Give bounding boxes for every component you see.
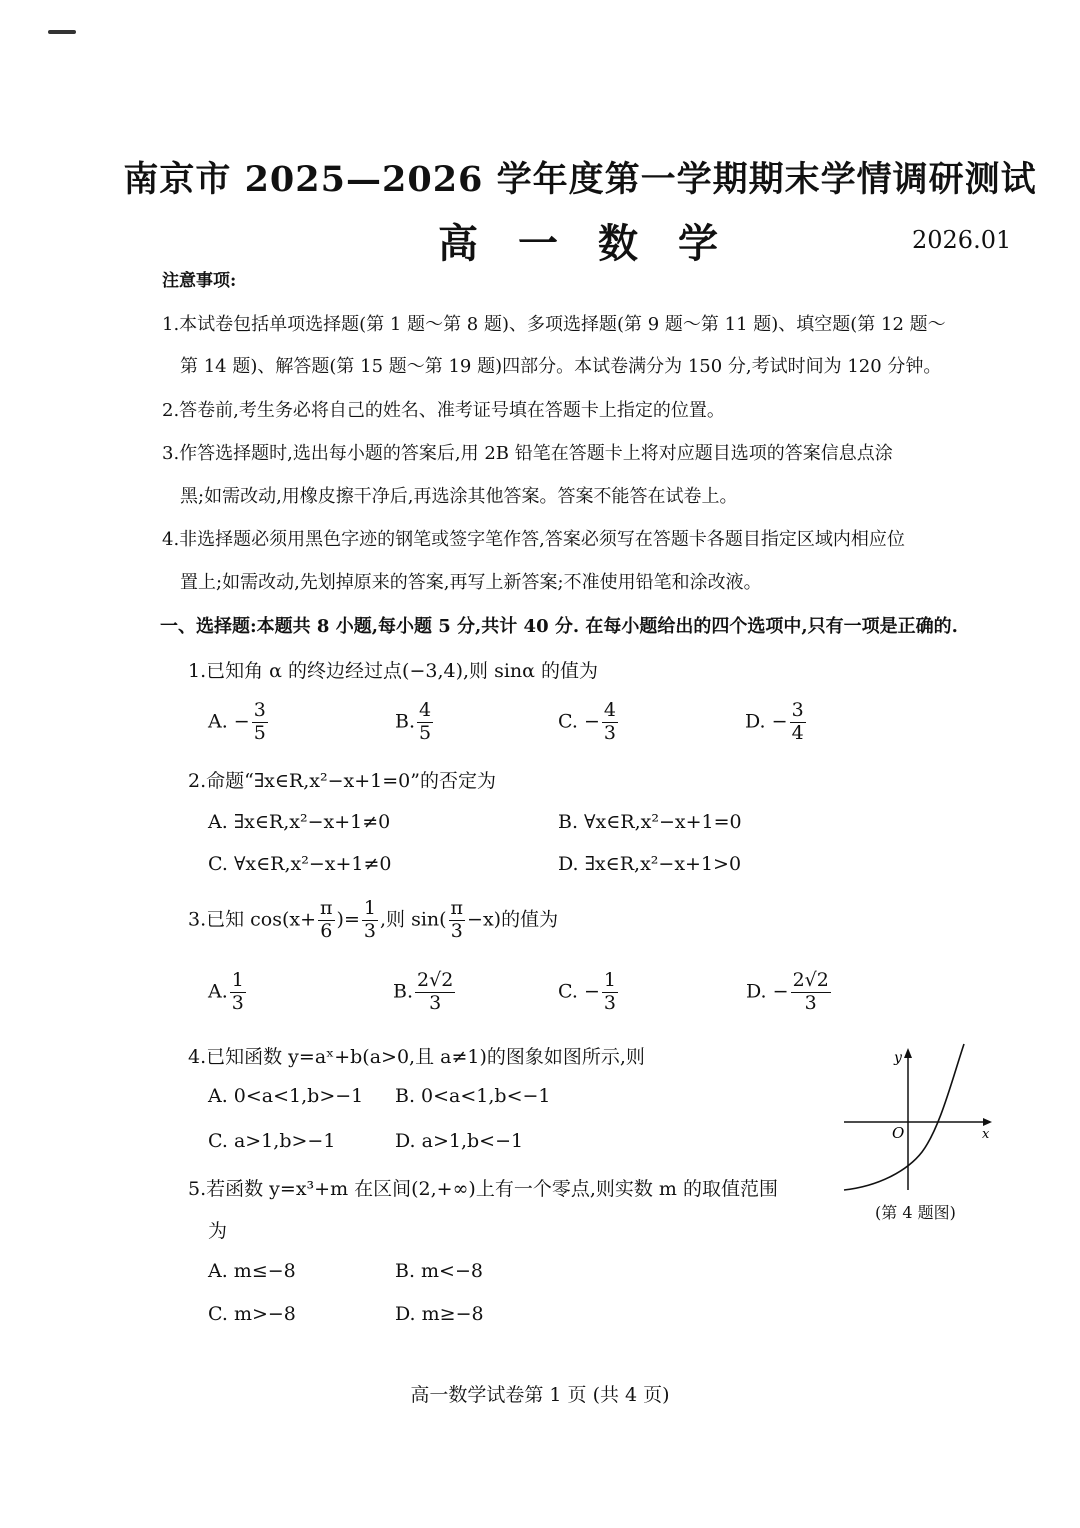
page-footer: 高一数学试卷第 1 页 (共 4 页) (410, 1384, 670, 1406)
q2-option-b: B. ∀x∈R,x²−x+1=0 (558, 811, 742, 833)
question-3-stem: 3.已知 cos(x+ $\frac{\pi}{6}$ )= $\frac{1}{3}$ ,则 sin( $\frac{\pi}{3}$ −x)的值为 (188, 897, 559, 942)
q3-option-a: A. $\frac{1}{3}$ (208, 969, 244, 1014)
q3-option-c: C. − $\frac{1}{3}$ (558, 969, 616, 1014)
q2-option-a: A. ∃x∈R,x²−x+1≠0 (208, 811, 391, 833)
notice-heading: 注意事项: (162, 271, 237, 291)
subject-title: 高一数学 (438, 220, 758, 267)
q2-option-d: D. ∃x∈R,x²−x+1>0 (558, 853, 742, 875)
q3-option-b: B. $\frac{2√2}{3}$ (393, 969, 454, 1014)
x-axis-label: x (982, 1127, 990, 1142)
q3-option-d: D. − $\frac{2√2}{3}$ (746, 969, 829, 1014)
question-5-stem-cont: 为 (208, 1220, 228, 1242)
notice-line-7: 置上;如需改动,先划掉原来的答案,再写上新答案;不准使用铅笔和涂改液。 (180, 572, 762, 593)
x-axis-arrow-icon (983, 1118, 992, 1126)
notice-line-3: 2.答卷前,考生务必将自己的姓名、准考证号填在答题卡上指定的位置。 (162, 400, 725, 421)
question-2-stem: 2.命题“∃x∈R,x²−x+1=0”的否定为 (188, 770, 496, 792)
q1-option-a: A. − $\frac{3}{5}$ (208, 699, 266, 744)
q5-option-c: C. m>−8 (208, 1303, 296, 1325)
section-heading: 一、选择题:本题共 8 小题,每小题 5 分,共计 40 分. 在每小题给出的四个选项中,只有一项是正确的. (160, 616, 958, 637)
notice-line-6: 4.非选择题必须用黑色字迹的钢笔或签字笔作答,答案必须写在答题卡各题目指定区域内相应位 (162, 529, 905, 550)
question-5-stem: 5.若函数 y=x³+m 在区间(2,+∞)上有一个零点,则实数 m 的取值范围 (188, 1178, 778, 1200)
q4-option-b: B. 0<a<1,b<−1 (395, 1085, 551, 1107)
question-4-stem: 4.已知函数 y=aˣ+b(a>0,且 a≠1)的图象如图所示,则 (188, 1046, 645, 1068)
figure-caption: (第 4 题图) (875, 1203, 956, 1222)
exponential-curve (844, 1044, 964, 1190)
exam-title: 南京市 2025—2026 学年度第一学期期末学情调研测试 (123, 159, 1037, 200)
exam-date: 2026.01 (912, 226, 1012, 254)
y-axis-label: y (894, 1050, 902, 1066)
q1-option-b: B. $\frac{4}{5}$ (395, 699, 432, 744)
q4-option-a: A. 0<a<1,b>−1 (208, 1085, 364, 1107)
q1-option-d: D. − $\frac{3}{4}$ (745, 699, 804, 744)
notice-line-1: 1.本试卷包括单项选择题(第 1 题～第 8 题)、多项选择题(第 9 题～第 11 题)、填空题(第 12 题～ (162, 314, 946, 335)
notice-line-4: 3.作答选择题时,选出每小题的答案后,用 2B 铅笔在答题卡上将对应题目选项的答案信息点涂 (162, 443, 893, 464)
q1-option-c: C. − $\frac{4}{3}$ (558, 699, 616, 744)
y-axis-arrow-icon (904, 1048, 912, 1058)
q5-option-b: B. m<−8 (395, 1260, 483, 1282)
question-1-stem: 1.已知角 α 的终边经过点(−3,4),则 sinα 的值为 (188, 660, 599, 682)
scan-mark (48, 30, 76, 34)
notice-line-5: 黑;如需改动,用橡皮擦干净后,再选涂其他答案。答案不能答在试卷上。 (180, 486, 738, 507)
q2-option-c: C. ∀x∈R,x²−x+1≠0 (208, 853, 392, 875)
q4-option-d: D. a>1,b<−1 (395, 1130, 524, 1152)
q5-option-a: A. m≤−8 (208, 1260, 296, 1282)
q4-option-c: C. a>1,b>−1 (208, 1130, 336, 1152)
q4-function-graph (840, 1040, 1000, 1195)
notice-line-2: 第 14 题)、解答题(第 15 题～第 19 题)四部分。本试卷满分为 150 分,考试时间为 120 分钟。 (180, 356, 942, 377)
q5-option-d: D. m≥−8 (395, 1303, 484, 1325)
origin-label: O (892, 1124, 905, 1142)
